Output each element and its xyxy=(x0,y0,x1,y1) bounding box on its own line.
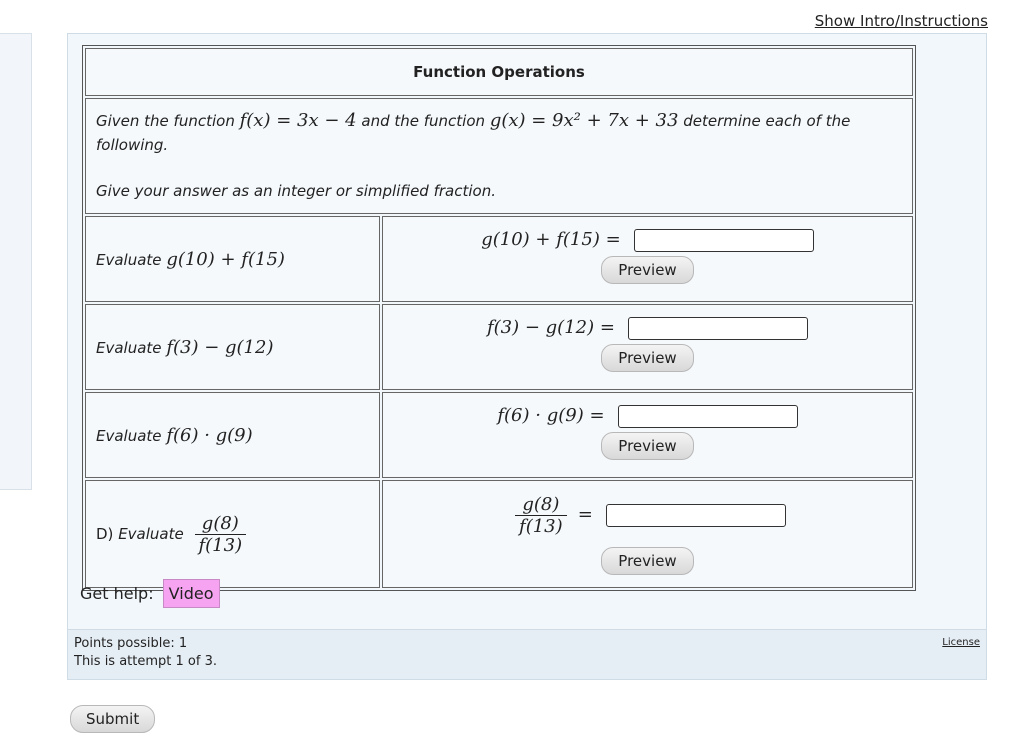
preview-button[interactable]: Preview xyxy=(601,344,693,372)
license-link[interactable]: License xyxy=(942,637,980,648)
get-help: Get help: Video xyxy=(80,579,220,608)
answer-input[interactable] xyxy=(606,504,786,527)
question-title: Function Operations xyxy=(85,48,913,96)
row-answer-cell: f(3) − g(12) = Preview xyxy=(382,304,913,390)
points-possible: Points possible: 1 xyxy=(74,636,188,651)
preview-button[interactable]: Preview xyxy=(601,547,693,575)
show-intro-link[interactable]: Show Intro/Instructions xyxy=(814,12,988,30)
preview-button[interactable]: Preview xyxy=(601,432,693,460)
question-row xyxy=(85,304,913,390)
row-answer-cell: g(10) + f(15) = Preview xyxy=(382,216,913,302)
question-row xyxy=(85,392,913,478)
submit-button[interactable]: Submit xyxy=(70,705,155,733)
question-row xyxy=(85,480,913,588)
question-intro: Given the function f(x) = 3x − 4 and the function g(x) = 9x² + 7x + 33 determine each of the following. Give your answer as an integer or simplified fraction. xyxy=(85,98,913,214)
function-g: g(x) = 9x² + 7x + 33 xyxy=(489,110,679,131)
row-label-cell: Evaluate f(3) − g(12) xyxy=(85,304,380,390)
video-button[interactable]: Video xyxy=(163,579,220,608)
row-answer-cell: $\frac{g(8)}{f(13)}$ = Preview xyxy=(382,480,913,588)
left-panel xyxy=(0,33,32,490)
question-footer xyxy=(68,629,986,679)
row-answer-cell: f(6) · g(9) = Preview xyxy=(382,392,913,478)
answer-format-note: Give your answer as an integer or simplified fraction. xyxy=(96,182,496,200)
question-panel xyxy=(67,33,987,680)
row-label-cell: Evaluate f(6) · g(9) xyxy=(85,392,380,478)
question-row xyxy=(85,216,913,302)
function-f: f(x) = 3x − 4 xyxy=(239,110,357,131)
attempt-info: This is attempt 1 of 3. xyxy=(74,654,217,669)
question-table xyxy=(82,45,916,591)
fraction: $\frac{g(8)}{f(13)}$ xyxy=(195,513,247,556)
row-label-cell: Evaluate g(10) + f(15) xyxy=(85,216,380,302)
row-label-cell: D) Evaluate $\frac{g(8)}{f(13)}$ xyxy=(85,480,380,588)
preview-button[interactable]: Preview xyxy=(601,256,693,284)
answer-input[interactable] xyxy=(634,229,814,252)
answer-input[interactable] xyxy=(618,405,798,428)
answer-input[interactable] xyxy=(628,317,808,340)
